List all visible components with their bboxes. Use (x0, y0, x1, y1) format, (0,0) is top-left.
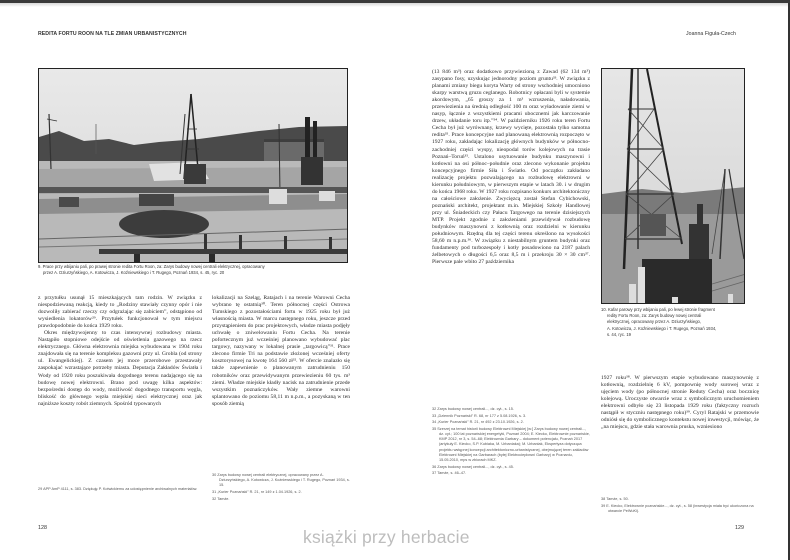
figure-9-caption-line2: przez A. Dziurzyńskiego, A. Kotowicza, J. Koźniewskiego i T. Rugego, Poznań 1934, s. 45, ryc. 20 (43, 270, 225, 276)
figure-9-caption (38, 264, 358, 276)
figure-10-caption-line4: A. Kotowicza, J. Koźniewskiego i T. Rugego, Poznań 1934, (607, 325, 717, 331)
paragraph: 1927 roku³⁸. W pierwszym etapie wybudowano maszynownię z kotłownią, rozdzielnię 6 kV, pompownię wody surowej wraz z ujęciem wody (po północnej stronie Reduty Cecha) oraz bocznicę kolejową. Uroczyste otwarcie wraz z symbolicznym uruchomieniem elektrowni odbyło się 23 listopada 1929 roku (faktyczny rozruch nastąpił w styczniu następnego roku)³⁹. Cyryl Ratajski w przemowie odniósł się do symbolicznego kontekstu nowej inwestycji, mówiąc, że „na miejscu, gdzie stała warownia pruska, wzniesiono (601, 375, 759, 431)
paragraph: lokalizacji na Szeląg, Ratajach i na terenie Warowni Cecha wybrano tę ostatnią³⁰. Teren północnej części Ostrowa Tumskiego z pozostałościami fortu w 1925 roku był już własnością miasta. W marcu następnego roku, jeszcze przed przystąpieniem do prac projektowych, władze miasta podjęły uchwałę o zniwelowaniu Fortu Cecha. Na terenie pofortecznym już wcześniej planowano wybudować plac targowy, nazywany w lokalnej prasie „targowicą”³¹. Prace zlecono firmie Tri na podstawie złożonej wcześniej oferty kosztorysowej na kwotę 164 560 zł³². W ofercie znalazło się także zapewnienie o planowanym zatrudnieniu 150 robotników oraz przewidywanym przewiezieniu 60 tys. m³ ziemi. Władze miejskie kładły nacisk na zatrudnienie przede wszystkim poznańczyków. Wały ziemne warowni splantowano do poziomu 58,11 m n.p.m., a pozyskaną w ten sposób ziemią (212, 295, 350, 407)
page-number-right: 129 (735, 525, 744, 531)
left-page-footnotes-col1 (38, 487, 202, 494)
footnote-33: 33 „Dziennik Poznański” R. 68, nr 177 z 5.08.1926, s. 3. (432, 413, 527, 418)
figure-9-caption-line1: 9. Prace przy wbijaniu pali, po prawej stronie redita Fortu Roon, za: Zarys budowy nowej centrali elektrycznej, opracowany (38, 264, 265, 269)
right-page-column-2 (601, 375, 759, 431)
figure-10-caption (601, 307, 751, 338)
pile-driving-site-image (39, 69, 348, 263)
paragraph: (13 846 m³) oraz dodatkowo przywiezioną z Zawad (62 134 m³) zasypano fosy, uzyskując jednorodny poziom gruntu³³. W związku z planami zmiany biegu koryta Warty od strony wschodniej umocniono skarpy warstwą gruzu ceglanego. Robotnicy opłacani byli w systemie akordowym, „65 groszy za 1 m³ wzruszenia, naładowania, przewiezienia na średnią odległość 100 m oraz wyładowanie ziemi w nasyp, łącznie z wszystkiemi pracami ubocznemi jak karczowanie drzew, układanie toru itp.”³⁴. W październiku 1926 roku teren Fortu Cecha był już wyrównany, krzewy wycięte, pozostała tylko samotna redita³⁵. Prace koncepcyjne nad planowaną elektrownią rozpoczęto w 1927 roku, zakładając lokalizację głównych budynków w północno-zachodniej części wyspy, nieopodal torów kolejowych na trasie Poznań–Toruń³⁵. Ustalono usytuowanie budynku maszynowni i kotłowni na osi północ–południe oraz zlecono wykonanie projektu koncepcyjnego firmie Siła i Światło. Od początku zakładano realizację projektu pozwalającego na rozbudowę elektrowni w kierunku południowym, w pierwszym etapie w latach 30. i w drugim do końca 1968 roku. W 1927 roku rozpisano konkurs architektoniczny na całościowe założenie. Zwycięzcą został Stefan Cybichowski, poznański architekt, projektant m.in. Miejskiej Szkoły Handlowej przy ul. Śniadeckich czy Pałacu Targowego na terenie dzisiejszych MTP. Projekt zgodnie z założeniami przewidywał rozbudowę budynków maszynowni z kotłownią oraz rozdzielni w kierunku południowym. Rzędną dla tej części terenu określono na wysokości 58,60 m n.p.m.³⁶. W związku z niestabilnym gruntem budynki oraz fundamenty pod turbozespoły i kotły posadowiono na 2187 palach żelbetowych o długości 6,5 oraz 8,5 m i przekroju 30 × 30 cm³⁷. Pierwsze pale wbito 27 października (432, 69, 590, 266)
footnote-39: 39 E. Kiecko, Elektrownie poznańskie..., dz. cyt., s. 58 (inwestycja miała być ukończona na otwarcie PeWuKi). (601, 503, 754, 513)
left-page (0, 7, 395, 560)
footnote-37: 37 Tamże, s. 46–47. (432, 471, 467, 476)
footnote-32: 32 Tamże. (212, 496, 230, 501)
figure-10-caption-line1: 10. Kafar parowy przy wbijaniu pali, po lewej stronie fragment (601, 307, 715, 312)
paragraph: Okres międzywojenny to czas intensywnej rozbudowy miasta. Nastąpiło stopniowe odejście od oświetlenia gazowego na rzecz elektrycznego. Główna elektrownia miejska wybudowana w 1904 roku znajdowała się na terenie kompleksu gazowni przy ul. Grobla (od strony ul. Ewangelickiej). Z czasem jej moce przerobowe przestawały zaspokajać wzrastające potrzeby miasta. Deputacja Zakładów Światła i Wody od 1920 roku poszukiwała dogodnego terenu nadającego się na budowę nowej elektrowni. Brano pod uwagę kilka aspektów: bezpośredni dostęp do wody, możliwość dogodnego transportu węgla, bliskość do głównego węzła miejskiej sieci elektrycznej oraz jak najniższe koszty robót ziemnych. Spośród typowanych (38, 330, 202, 407)
figure-10-photo (601, 68, 745, 304)
right-page-column-1 (432, 69, 590, 266)
right-page (395, 7, 788, 560)
figure-10-caption-line2: redity Fortu Roon, za: Zarys budowy nowej centrali (607, 313, 702, 319)
steam-pile-driver-image (602, 69, 745, 304)
footnote-31: 31 „Kurier Poznański” R. 21, nr 149 z 1.04.1926, s. 2. (212, 490, 302, 494)
left-page-footnotes-col2 (212, 473, 350, 503)
running-head-right: Joanna Figuła-Czech (686, 31, 736, 37)
watermark: książki przy herbacie (303, 527, 470, 547)
footnote-29: 29 APP AmP 4111, s. 383. Dziękuję P. Kotwickiemu za udostępnienie archiwalnych materiałów. (38, 487, 198, 491)
footnote-35: 35 Szerzej na temat historii budowy Elektrowni Miejskiej [w:] Zarys budowy nowej centrali..., dz. cyt.; 100 lat poznańskiej energetyki, Poznań 2004; E. Kiecko, Elektrownie poznańskie, KMP 2012, nr 3, s. 54–68; Elektrownia Garbary – dokument potencjału, Poznań 2017 (artykuły E. Kiecko, S.P. Kubiaka, M. Urbaniaka); M. Urbaniak, Ekspertyza dotycząca projektu wstępnej koncepcji architektoniczno-urbanistycznej, obejmującej teren zakładów Elektrowni Miejskiej na Garbarach (byłej Elektrociepłowni Garbary) w Poznaniu, 15.05.2010, mps w zbiorach MKZ. (432, 426, 590, 462)
paragraph: z przytułku usunął 15 mieszkających tam rodzin. W związku z niespodziewaną reakcją, kiedy to „Rodziny stawiały czynny opór i nie dozwoliły zabierać rzeczy czy odgrażając się zabiciem”, odstąpiono od wysiedlenia lokatorów²⁹. Przytułek funkcjonował w tym miejscu prawdopodobnie do końca 1929 roku. (38, 295, 202, 330)
left-page-column-1 (38, 295, 202, 408)
figure-10-caption-line5: s. 44, ryc. 19 (607, 331, 631, 337)
footnote-34: 34 „Kurier Poznański” R. 21, nr 492 z 23.10.1926, s. 2. (432, 420, 524, 425)
footnote-38: 38 Tamże, s. 50. (601, 497, 629, 501)
footnote-32r: 32 Zarys budowy nowej centrali..., dz. cyt., s. 15. (432, 407, 514, 411)
footnote-36: 36 Zarys budowy nowej centrali..., dz. cyt., s. 45. (432, 464, 514, 469)
left-page-column-2 (212, 295, 350, 408)
page-number-left: 128 (38, 525, 47, 531)
right-page-footnotes-col2 (601, 497, 759, 515)
footnote-30: 30 Zarys budowy nowej centrali elektrycznej, opracowany przez A. Dziurzyńskiego, A. Kotowicza, J. Koźniewskiego i T. Rugego, Poznań 1934, s. 15. (212, 473, 350, 488)
figure-10-caption-line3: elektrycznej, opracowany przez A. Dziurzyńskiego, (607, 319, 702, 325)
running-head-left: REDITA FORTU ROON NA TLE ZMIAN URBANISTYCZNYCH (38, 31, 187, 37)
right-page-footnotes-col1 (432, 407, 590, 478)
figure-9-photo (38, 68, 348, 263)
